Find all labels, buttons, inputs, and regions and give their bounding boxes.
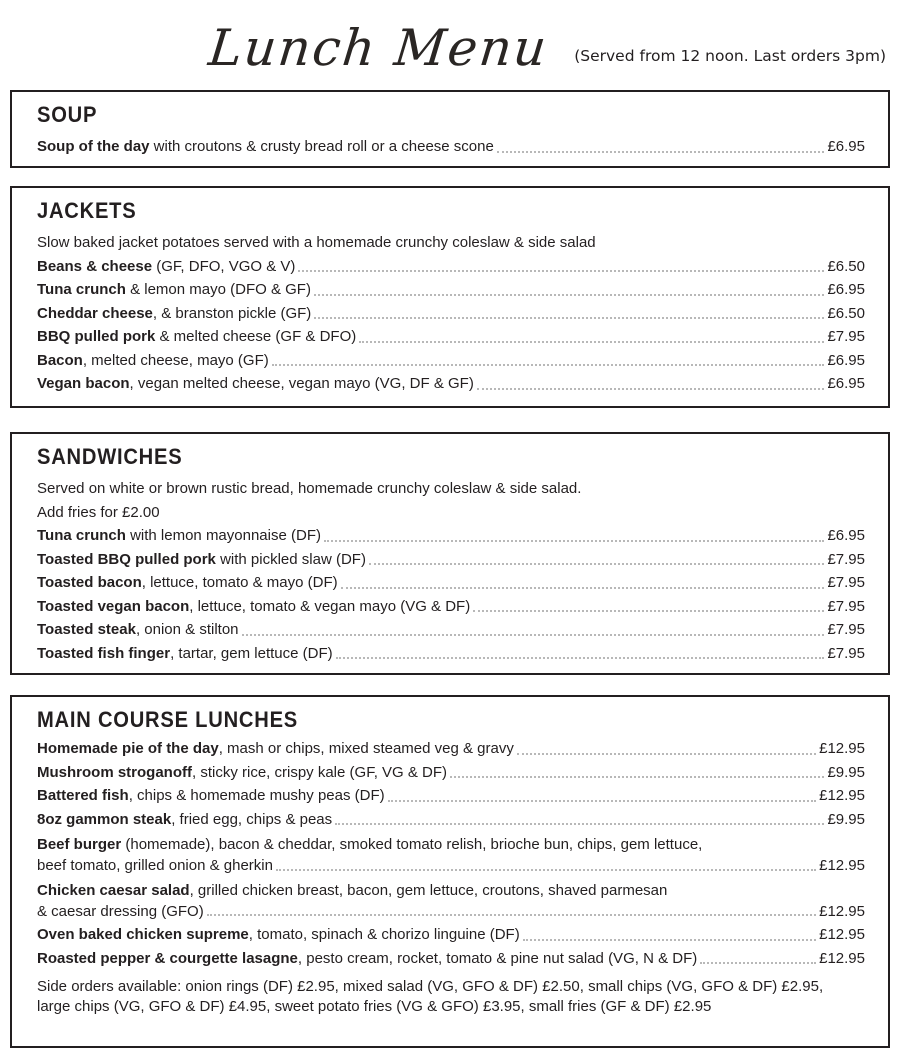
menu-item bbox=[37, 947, 865, 971]
item-name: BBQ pulled pork bbox=[37, 328, 156, 345]
item-desc: , & branston pickle (GF) bbox=[152, 304, 312, 322]
item-desc: with lemon mayonnaise (DF) bbox=[125, 527, 321, 544]
menu-item bbox=[37, 278, 865, 302]
section-title: SOUP bbox=[37, 103, 98, 128]
section-soup bbox=[10, 90, 890, 168]
item-name: Mushroom stroganoff bbox=[37, 763, 192, 781]
menu-header bbox=[0, 0, 900, 90]
item-desc-line2: beef tomato, grilled onion & gherkin bbox=[37, 857, 273, 874]
item-desc: with croutons & crusty bread roll or a cheese scone bbox=[149, 138, 494, 155]
menu-item bbox=[37, 879, 865, 923]
section-jackets bbox=[10, 186, 890, 408]
item-name: Homemade pie of the day bbox=[37, 740, 219, 757]
item-desc: , sticky rice, crispy kale (GF, VG & DF) bbox=[192, 763, 448, 781]
item-desc: , lettuce, tomato & mayo (DF) bbox=[141, 574, 338, 591]
dotted-leader bbox=[450, 776, 824, 778]
item-price: £6.95 bbox=[827, 138, 865, 155]
side-orders-line: Side orders available: onion rings (DF) £2.95, mixed salad (VG, GFO & DF) £2.50, small chips (VG, GFO & DF) £2.95, bbox=[37, 978, 824, 995]
item-desc: (homemade), bacon & cheddar, smoked tomato relish, brioche bun, chips, gem lettuce, bbox=[121, 836, 703, 853]
menu-item bbox=[37, 784, 865, 808]
item-price: £12.95 bbox=[819, 902, 865, 920]
item-desc: , grilled chicken breast, bacon, gem lettuce, croutons, shaved parmesan bbox=[189, 881, 668, 899]
item-desc: , fried egg, chips & peas bbox=[171, 810, 333, 828]
dotted-leader bbox=[341, 587, 825, 589]
section-intro: Slow baked jacket potatoes served with a homemade crunchy coleslaw & side salad bbox=[37, 234, 596, 251]
dotted-leader bbox=[497, 151, 825, 153]
dotted-leader bbox=[700, 962, 816, 964]
item-desc: , melted cheese, mayo (GF) bbox=[82, 351, 269, 369]
dotted-leader bbox=[314, 317, 824, 319]
section-title: JACKETS bbox=[37, 199, 137, 224]
item-price: £7.95 bbox=[827, 644, 865, 662]
dotted-leader bbox=[242, 634, 825, 636]
item-price: £6.95 bbox=[827, 351, 865, 369]
item-desc: , tomato, spinach & chorizo linguine (DF) bbox=[248, 926, 520, 943]
menu-item bbox=[37, 135, 865, 159]
item-price: £7.95 bbox=[827, 550, 865, 568]
dotted-leader bbox=[523, 939, 816, 941]
item-price: £9.95 bbox=[827, 763, 865, 781]
item-price: £7.95 bbox=[827, 621, 865, 638]
item-name: 8oz gammon steak bbox=[37, 810, 172, 828]
item-price: £6.95 bbox=[827, 281, 865, 298]
serving-times: (Served from 12 noon. Last orders 3pm) bbox=[574, 47, 886, 65]
dotted-leader bbox=[207, 914, 816, 916]
item-name: Oven baked chicken supreme bbox=[37, 926, 249, 943]
item-price: £12.95 bbox=[819, 857, 865, 874]
item-desc: , tartar, gem lettuce (DF) bbox=[170, 644, 333, 662]
item-desc: , lettuce, tomato & vegan mayo (VG & DF) bbox=[189, 597, 471, 615]
item-price: £12.95 bbox=[819, 787, 865, 804]
item-desc: & lemon mayo (DFO & GF) bbox=[125, 281, 311, 298]
item-price: £6.50 bbox=[827, 304, 865, 322]
dotted-leader bbox=[272, 364, 825, 366]
item-desc-line2: & caesar dressing (GFO) bbox=[37, 902, 204, 920]
dotted-leader bbox=[276, 869, 816, 871]
item-name: Toasted fish finger bbox=[37, 644, 171, 662]
item-price: £12.95 bbox=[819, 949, 865, 967]
menu-item bbox=[37, 349, 865, 373]
menu-item bbox=[37, 372, 865, 396]
menu-item bbox=[37, 737, 865, 761]
menu-item bbox=[37, 255, 865, 279]
menu-item bbox=[37, 808, 865, 832]
item-price: £7.95 bbox=[827, 574, 865, 591]
item-name: Chicken caesar salad bbox=[37, 881, 190, 899]
item-name: Roasted pepper & courgette lasagne bbox=[37, 949, 298, 967]
item-name: Vegan bacon bbox=[37, 375, 130, 392]
item-price: £7.95 bbox=[827, 328, 865, 345]
item-name: Toasted steak bbox=[37, 621, 136, 638]
dotted-leader bbox=[517, 753, 816, 755]
item-name: Tuna crunch bbox=[37, 527, 126, 544]
menu-item bbox=[37, 548, 865, 572]
dotted-leader bbox=[335, 823, 824, 825]
item-name: Beef burger bbox=[37, 836, 122, 853]
dotted-leader bbox=[314, 294, 825, 296]
item-name: Toasted vegan bacon bbox=[37, 597, 190, 615]
item-price: £6.95 bbox=[827, 527, 865, 544]
item-price: £6.50 bbox=[827, 257, 865, 275]
page-title: Lunch Menu bbox=[206, 19, 552, 77]
menu-item bbox=[37, 571, 865, 595]
side-orders-note bbox=[37, 977, 865, 1017]
item-desc: , mash or chips, mixed steamed veg & gravy bbox=[218, 740, 514, 757]
dotted-leader bbox=[477, 388, 825, 390]
dotted-leader bbox=[298, 270, 824, 272]
section-sandwiches bbox=[10, 432, 890, 675]
section-intro: Served on white or brown rustic bread, homemade crunchy coleslaw & side salad. bbox=[37, 480, 582, 497]
menu-item bbox=[37, 524, 865, 548]
dotted-leader bbox=[336, 657, 825, 659]
item-desc: & melted cheese (GF & DFO) bbox=[155, 328, 357, 345]
item-name: Toasted bacon bbox=[37, 574, 142, 591]
item-desc: , onion & stilton bbox=[135, 621, 239, 638]
item-name: Toasted BBQ pulled pork bbox=[37, 550, 216, 568]
item-desc: , pesto cream, rocket, tomato & pine nut salad (VG, N & DF) bbox=[297, 949, 698, 967]
item-price: £12.95 bbox=[819, 740, 865, 757]
item-desc: , chips & homemade mushy peas (DF) bbox=[128, 787, 385, 804]
menu-item bbox=[37, 761, 865, 785]
section-title: MAIN COURSE LUNCHES bbox=[37, 708, 299, 733]
item-desc: (GF, DFO, VGO & V) bbox=[152, 257, 296, 275]
item-name: Bacon bbox=[37, 351, 83, 369]
item-name: Tuna crunch bbox=[37, 281, 126, 298]
menu-item bbox=[37, 642, 865, 666]
item-desc: , vegan melted cheese, vegan mayo (VG, DF & GF) bbox=[129, 375, 474, 392]
item-price: £7.95 bbox=[827, 597, 865, 615]
side-orders-line: large chips (VG, GFO & DF) £4.95, sweet potato fries (VG & GFO) £3.95, small fries (GF & DF) £2.95 bbox=[37, 998, 712, 1015]
item-price: £12.95 bbox=[819, 926, 865, 943]
section-main-course-lunches bbox=[10, 695, 890, 1048]
dotted-leader bbox=[359, 341, 824, 343]
item-name: Battered fish bbox=[37, 787, 129, 804]
menu-item bbox=[37, 923, 865, 947]
menu-item bbox=[37, 302, 865, 326]
menu-item bbox=[37, 595, 865, 619]
item-price: £6.95 bbox=[827, 375, 865, 392]
item-price: £9.95 bbox=[827, 810, 865, 828]
menu-item bbox=[37, 618, 865, 642]
dotted-leader bbox=[473, 610, 824, 612]
dotted-leader bbox=[324, 540, 824, 542]
item-name: Cheddar cheese bbox=[37, 304, 153, 322]
menu-item bbox=[37, 325, 865, 349]
item-desc: with pickled slaw (DF) bbox=[215, 550, 366, 568]
dotted-leader bbox=[369, 563, 825, 565]
dotted-leader bbox=[388, 800, 816, 802]
item-name: Soup of the day bbox=[37, 138, 150, 155]
item-name: Beans & cheese bbox=[37, 257, 153, 275]
section-intro: Add fries for £2.00 bbox=[37, 503, 160, 521]
menu-item bbox=[37, 833, 865, 877]
section-title: SANDWICHES bbox=[37, 445, 183, 470]
